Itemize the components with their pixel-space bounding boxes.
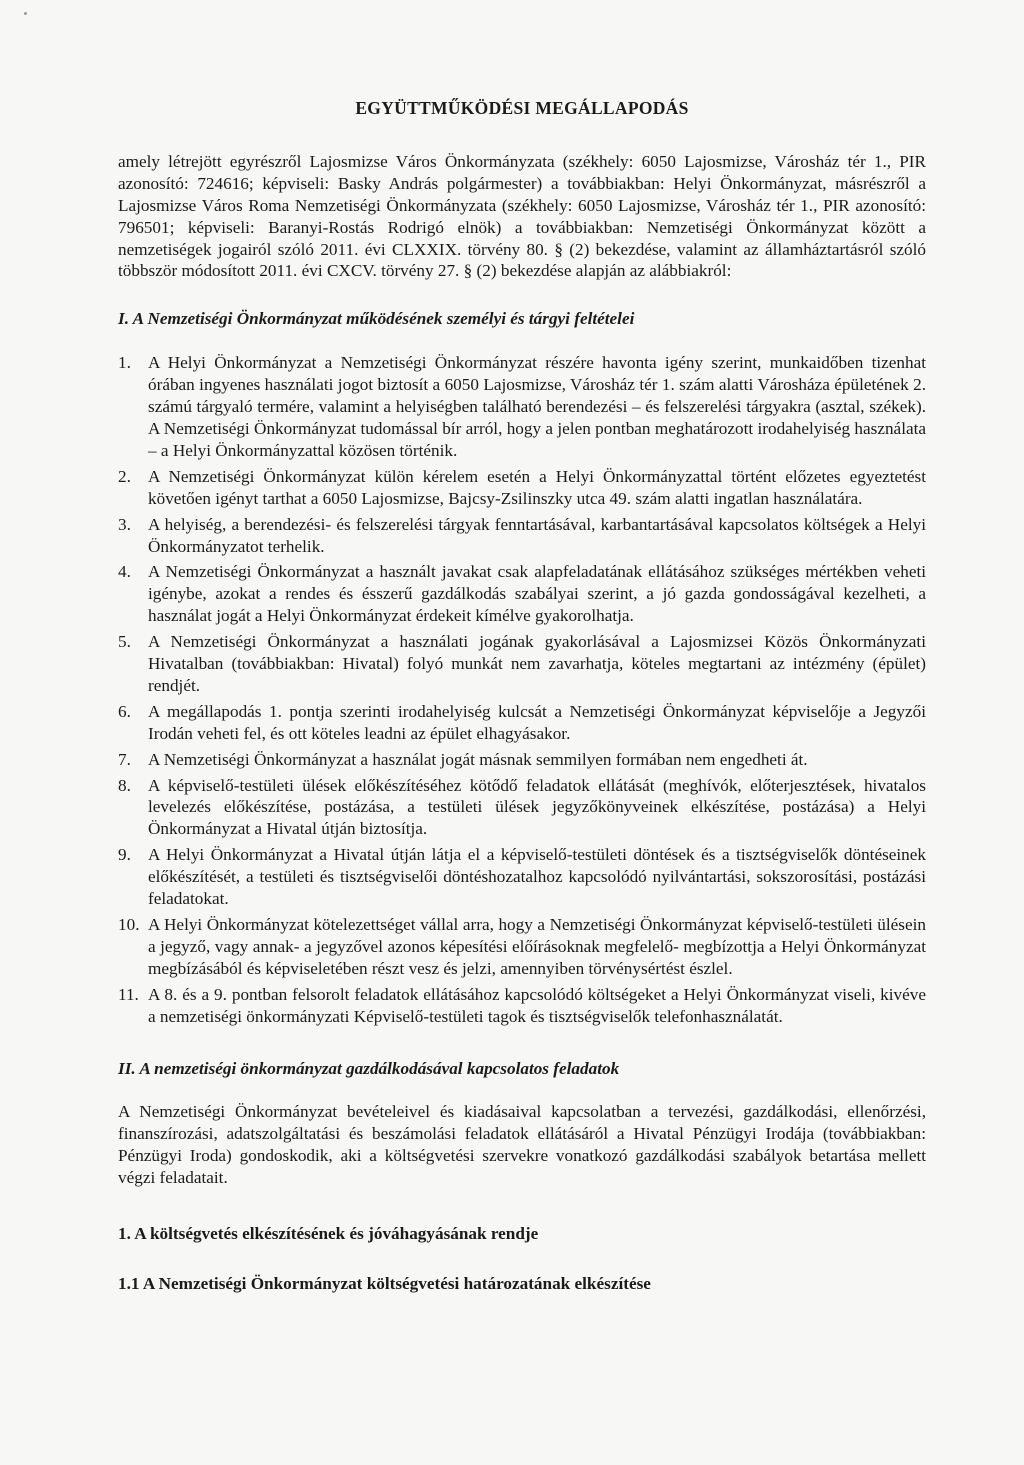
item-text: A Helyi Önkormányzat a Hivatal útján látja el a képviselő-testületi döntések és a tisztségviselők döntéseinek előkészítését, a testületi és tisztségviselői döntéshozatalhoz kapcsolódó nyilvántartási, sokszorosítási, postázási feladatokat.: [148, 845, 926, 909]
item-number: 7.: [118, 749, 131, 769]
list-item: [118, 631, 926, 697]
item-text: A Helyi Önkormányzat kötelezettséget vállal arra, hogy a Nemzetiségi Önkormányzat képviselő-testületi ülésein a jegyző, vagy annak- a jegyzővel azonos képesítési előírásoknak megfelelő- megbízottja a Helyi Önkormányzat megbízásából és képviseletében részt vesz és jelzi, amennyiben törvénysértést észlel.: [148, 915, 926, 978]
item-number: 1.: [118, 353, 131, 373]
list-item: [118, 466, 926, 510]
list-item: [118, 749, 926, 771]
item-text: A helyiség, a berendezési- és felszerelési tárgyak fenntartásával, karbantartásával kapcsolatos költségek a Helyi Önkormányzatot terhelik.: [148, 514, 926, 556]
section-2-paragraph: A Nemzetiségi Önkormányzat bevételeivel és kiadásaival kapcsolatban a tervezési, gazdálkodási, ellenőrzési, finanszírozási, adatszolgáltatási és beszámolási feladatok ellátásáról a Hivatal Pénzügyi Irodája (továbbiakban: Pénzügyi Iroda) gondoskodik, aki a költségvetési szervekre vonatkozó gazdálkodási szabályok betartása mellett végzi feladatait.: [118, 1102, 926, 1188]
item-text: A Nemzetiségi Önkormányzat a használat jogát másnak semmilyen formában nem engedheti át.: [148, 749, 808, 769]
item-text: A Nemzetiségi Önkormányzat külön kérelem esetén a Helyi Önkormányzattal történt előzetes egyeztetést követően igényt tarthat a 6050 Lajosmizse, Bajcsy-Zsilinszky utca 49. szám alatti ingatlan használatára.: [148, 466, 926, 508]
item-number: 4.: [118, 562, 131, 582]
item-number: 3.: [118, 514, 131, 534]
document-title: EGYÜTTMŰKÖDÉSI MEGÁLLAPODÁS: [355, 98, 689, 118]
section-1-heading: I. A Nemzetiségi Önkormányzat működésének személyi és tárgyi feltételei: [118, 309, 635, 329]
item-text: A Nemzetiségi Önkormányzat a használt javakat csak alapfeladatának ellátásához szükséges mértékben veheti igénybe, azokat a rendes és ésszerű gazdálkodás szabályai szerint, a jó gazda gondosságával kezelheti, a használat jogát a Helyi Önkormányzat érdekeit kímélve gyakorolhatja.: [148, 562, 926, 626]
list-item: [118, 984, 926, 1028]
list-item: [118, 561, 926, 627]
item-number: 11.: [118, 984, 139, 1004]
list-item: [118, 844, 926, 910]
section-2-heading: II. A nemzetiségi önkormányzat gazdálkodásával kapcsolatos feladatok: [118, 1058, 620, 1078]
item-number: 5.: [118, 632, 131, 652]
list-item: [118, 914, 926, 980]
item-number: 2.: [118, 466, 131, 486]
item-text: A megállapodás 1. pontja szerinti irodahelyiség kulcsát a Nemzetiségi Önkormányzat képviselője a Jegyzői Irodán veheti fel, és ott köteles leadni az épület elhagyásakor.: [148, 701, 926, 743]
item-number: 8.: [118, 775, 131, 795]
list-item: [118, 701, 926, 745]
section-2: [118, 1058, 926, 1295]
intro-paragraph: amely létrejött egyrészről Lajosmizse Város Önkormányzata (székhely: 6050 Lajosmizse, Városház tér 1., PIR azonosító: 724616; képviseli: Basky András polgármester) a továbbiakban: Helyi Önkormányzat, másrészről a Lajosmizse Város Roma Nemzetiségi Önkormányzata (székhely: 6050 Lajosmizse, Városház tér 1., PIR azonosító: 796501; képviseli: Baranyi-Rostás Rodrigó elnök) a továbbiakban: Nemzetiségi Önkormányzat között a nemzetiségek jogairól szóló 2011. évi CLXXIX. törvény 80. § (2) bekezdése, valamint az államháztartásról szóló többször módosított 2011. évi CXCV. törvény 27. § (2) bekezdése alapján az alábbiakról:: [118, 151, 926, 281]
item-text: A képviselő-testületi ülések előkészítéséhez kötődő feladatok ellátását (meghívók, előterjesztések, hivatalos levelezés előkészítése, postázása, a testületi ülések jegyzőkönyveinek elkészítése, postázása) a Helyi Önkormányzat a Hivatal útján biztosítja.: [148, 775, 926, 839]
list-item: [118, 514, 926, 558]
item-text: A 8. és a 9. pontban felsorolt feladatok ellátásához kapcsolódó költségeket a Helyi Önkormányzat viseli, kivéve a nemzetiségi önkormányzati Képviselő-testületi tagok és tisztségviselők telefonhasználatát.: [148, 984, 926, 1026]
list-item: [118, 352, 926, 462]
section-1-list: [118, 352, 926, 1027]
item-text: A Nemzetiségi Önkormányzat a használati jogának gyakorlásával a Lajosmizsei Közös Önkormányzati Hivatalban (továbbiakban: Hivatal) folyó munkát nem zavarhatja, köteles megtartani az intézmény (épület) rendjét.: [148, 632, 926, 695]
scan-speck: [24, 12, 27, 15]
item-number: 6.: [118, 701, 131, 721]
item-text: A Helyi Önkormányzat a Nemzetiségi Önkormányzat részére havonta igény szerint, munkaidőben tizenhat órában ingyenes használati jogot biztosít a 6050 Lajosmizse, Városház tér 1. szám alatti Városháza épületének 2. számú tárgyaló termére, valamint a helyiségben található berendezési – és felszerelési tárgyakra (asztal, székek). A Nemzetiségi Önkormányzat tudomással bír arról, hogy a jelen pontban meghatározott irodahelyiség használata – a Helyi Önkormányzattal közösen történik.: [148, 353, 926, 460]
item-number: 10.: [118, 915, 140, 934]
item-number: 9.: [118, 845, 131, 865]
subheading-1: 1. A költségvetés elkészítésének és jóváhagyásának rendje: [118, 1224, 539, 1244]
list-item: [118, 775, 926, 841]
subheading-1-1: 1.1 A Nemzetiségi Önkormányzat költségvetési határozatának elkészítése: [118, 1273, 651, 1293]
